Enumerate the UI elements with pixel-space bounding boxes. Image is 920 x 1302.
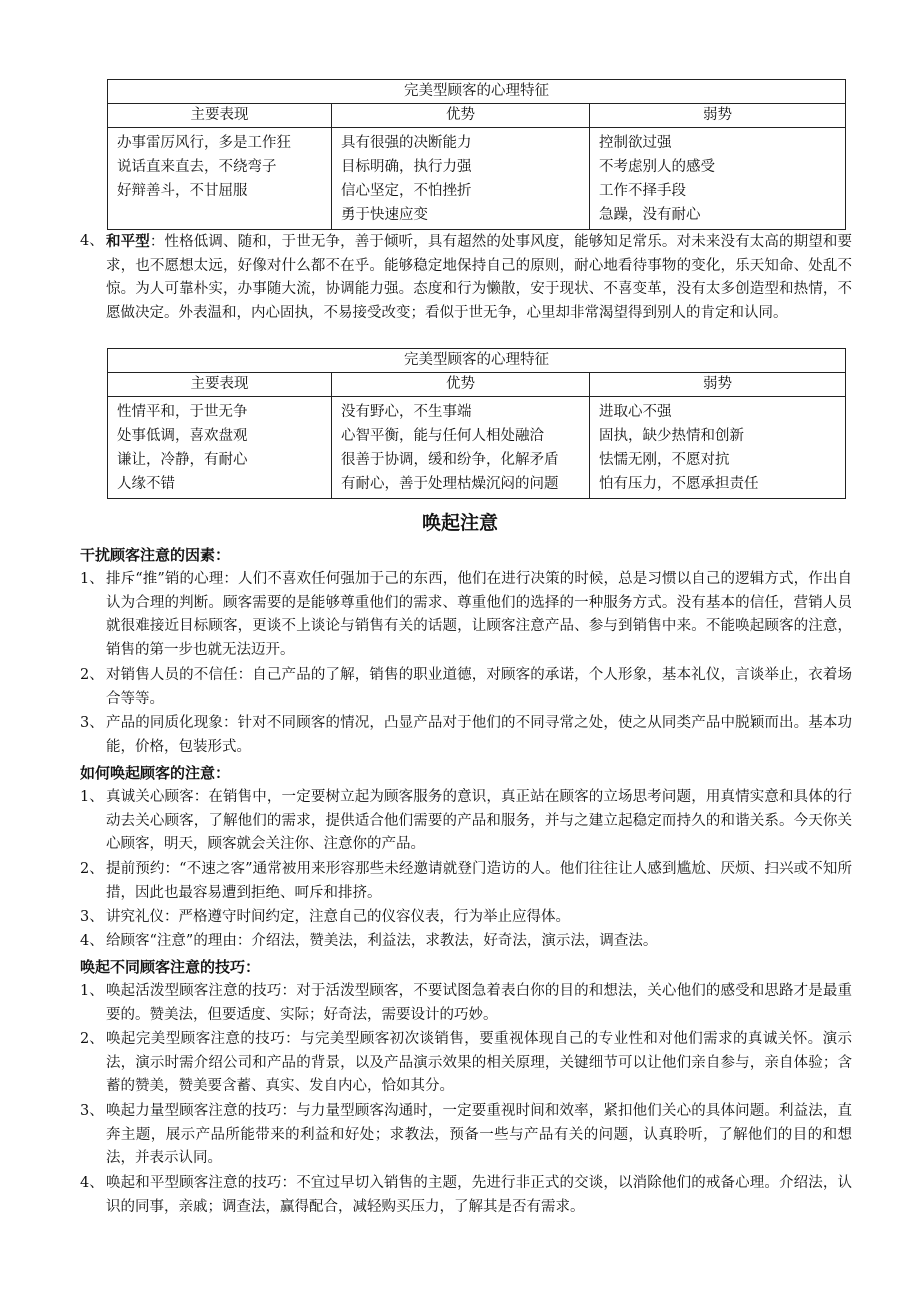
technique-item-3 [80,1100,852,1171]
table-cell [108,128,332,230]
item-number: 4、 [80,933,104,949]
item-number: 3、 [80,909,104,925]
howto-item-4 [80,930,852,954]
table-caption: 完美型顾客的心理特征 [108,349,846,373]
item-number: 4、 [80,233,104,249]
table-header: 优势 [332,373,590,397]
trait-table-perfect-2 [107,348,846,499]
table-cell [108,397,332,499]
cell-line: 性情平和，于世无争 [117,404,248,420]
cell-line: 心智平衡，能与任何人相处融洽 [341,428,544,444]
technique-item-4 [80,1172,852,1219]
howto-item-3 [80,906,852,930]
cell-line: 有耐心，善于处理枯燥沉闷的问题 [341,476,559,492]
cell-line: 工作不择手段 [599,183,686,199]
table-header: 主要表现 [108,373,332,397]
cell-line: 说话直来直去，不绕弯子 [117,159,277,175]
technique-item-2 [80,1028,852,1099]
item-number: 1、 [80,983,104,999]
howto-item-1 [80,786,852,857]
cell-line: 怕有压力，不愿承担责任 [599,476,759,492]
cell-line: 谦让，冷静，有耐心 [117,452,248,468]
table-cell [332,128,590,230]
trait-table-perfect-1 [107,79,846,230]
table-caption: 完美型顾客的心理特征 [108,80,846,104]
cell-line: 怯懦无刚，不愿对抗 [599,452,730,468]
cell-line: 处事低调，喜欢盘观 [117,428,248,444]
item-number: 1、 [80,789,104,805]
factors-heading: 干扰顾客注意的因素： [80,546,231,564]
cell-line: 没有野心，不生事端 [341,404,472,420]
cell-line: 具有很强的决断能力 [341,135,472,151]
factor-item-2 [80,664,852,711]
item-number: 1、 [80,571,104,587]
cell-line: 不考虑别人的感受 [599,159,715,175]
howto-item-2 [80,858,852,905]
technique-item-1 [80,980,852,1027]
cell-line: 固执，缺少热情和创新 [599,428,744,444]
type-term: 和平型 [106,233,150,250]
cell-line: 勇于快速应变 [341,207,428,223]
item-number: 2、 [80,1031,104,1047]
item-text: 排斥“推”销的心理：人们不喜欢任何强加于己的东西，他们在进行决策的时候，总是习惯以自己的逻辑方式，作出自认为合理的判断。顾客需要的是能够尊重他们的需求、尊重他们的选择的一种服务方式。没有基本的信任，营销人员就很难接近目标顾客，更谈不上谈论与销售有关的话题，让顾客注意产品、参与到销售中来。不能唤起顾客的注意，销售的第一步也就无法迈开。 [106,571,852,658]
cell-line: 好辩善斗，不甘屈服 [117,183,248,199]
table-header: 弱势 [590,373,846,397]
item-number: 4、 [80,1175,104,1191]
item-text: 唤起活泼型顾客注意的技巧：对于活泼型顾客，不要试图急着表白你的目的和想法，关心他们的感受和思路才是最重要的。赞美法，但要适度、实际；好奇法，需要设计的巧妙。 [106,983,852,1023]
howto-heading: 如何唤起顾客的注意： [80,764,231,782]
item-text: 唤起力量型顾客注意的技巧：与力量型顾客沟通时，一定要重视时间和效率，紧扣他们关心的具体问题。利益法，直奔主题，展示产品所能带来的利益和好处；求教法，预备一些与产品有关的问题，认真聆听，了解他们的目的和想法，并表示认同。 [106,1103,852,1166]
cell-line: 急躁，没有耐心 [599,207,701,223]
item-number: 2、 [80,861,104,877]
item-text: 唤起完美型顾客注意的技巧：与完美型顾客初次谈销售，要重视体现自己的专业性和对他们需求的真诚关怀。演示法，演示时需介绍公司和产品的背景，以及产品演示效果的相关原理，关键细节可以让他们亲自参与，亲自体验；含蓄的赞美，赞美要含蓄、真实、发自内心，恰如其分。 [106,1031,852,1094]
cell-line: 办事雷厉风行，多是工作狂 [117,135,291,151]
item-text: 真诚关心顾客：在销售中，一定要树立起为顾客服务的意识，真正站在顾客的立场思考问题，用真情实意和具体的行动去关心顾客，了解他们的需求，提供适合他们需要的产品和服务，并与之建立起稳定而持久的和谐关系。今天你关心顾客，明天，顾客就会关注你、注意你的产品。 [106,789,852,852]
cell-line: 人缘不错 [117,476,175,492]
item-text: 产品的同质化现象：针对不同顾客的情况，凸显产品对于他们的不同寻常之处，使之从同类产品中脱颖而出。基本功能，价格，包装形式。 [106,715,852,755]
section-title: 唤起注意 [421,512,498,534]
item-text: 唤起和平型顾客注意的技巧：不宜过早切入销售的主题，先进行非正式的交谈，以消除他们的戒备心理。介绍法，认识的同事，亲戚；调查法，赢得配合，减轻购买压力，了解其是否有需求。 [106,1175,852,1215]
table-header: 弱势 [590,104,846,128]
cell-line: 控制欲过强 [599,135,672,151]
table-header: 优势 [332,104,590,128]
item-number: 3、 [80,715,104,731]
item-number: 2、 [80,667,104,683]
table-cell [590,397,846,499]
cell-line: 信心坚定，不怕挫折 [341,183,472,199]
type-description: ：性格低调、随和，于世无争，善于倾听，具有超然的处事风度，能够知足常乐。对未来没有太高的期望和要求，也不愿想太远，好像对什么都不在乎。能够稳定地保持自己的原则，耐心地看待事物的变化，乐天知命、处乱不惊。为人可靠朴实，办事随大流，协调能力强。态度和行为懒散，安于现状、不喜变革，没有太多创造型和热情，不愿做决定。外表温和，内心固执，不易接受改变；看似于世无争，心里却非常渴望得到别人的肯定和认同。 [106,234,852,321]
table-cell [332,397,590,499]
cell-line: 目标明确，执行力强 [341,159,472,175]
peaceful-type-paragraph [80,230,852,325]
cell-line: 进取心不强 [599,404,672,420]
techniques-heading: 唤起不同顾客注意的技巧： [80,958,261,976]
table-cell [590,128,846,230]
item-text: 讲究礼仪：严格遵守时间约定，注意自己的仪容仪表，行为举止应得体。 [106,909,570,925]
item-text: 提前预约：“不速之客”通常被用来形容那些未经邀请就登门造访的人。他们往往让人感到尴尬、厌烦、扫兴或不知所措，因此也最容易遭到拒绝、呵斥和排挤。 [106,861,852,901]
item-number: 3、 [80,1103,104,1119]
factor-item-1 [80,568,852,662]
table-header: 主要表现 [108,104,332,128]
item-text: 对销售人员的不信任：自己产品的了解，销售的职业道德，对顾客的承诺，个人形象，基本礼仪，言谈举止，衣着场合等等。 [106,667,852,707]
factor-item-3 [80,712,852,759]
cell-line: 很善于协调，缓和纷争，化解矛盾 [341,452,559,468]
item-text: 给顾客“注意”的理由：介绍法，赞美法，利益法，求教法，好奇法，演示法，调查法。 [106,933,658,949]
